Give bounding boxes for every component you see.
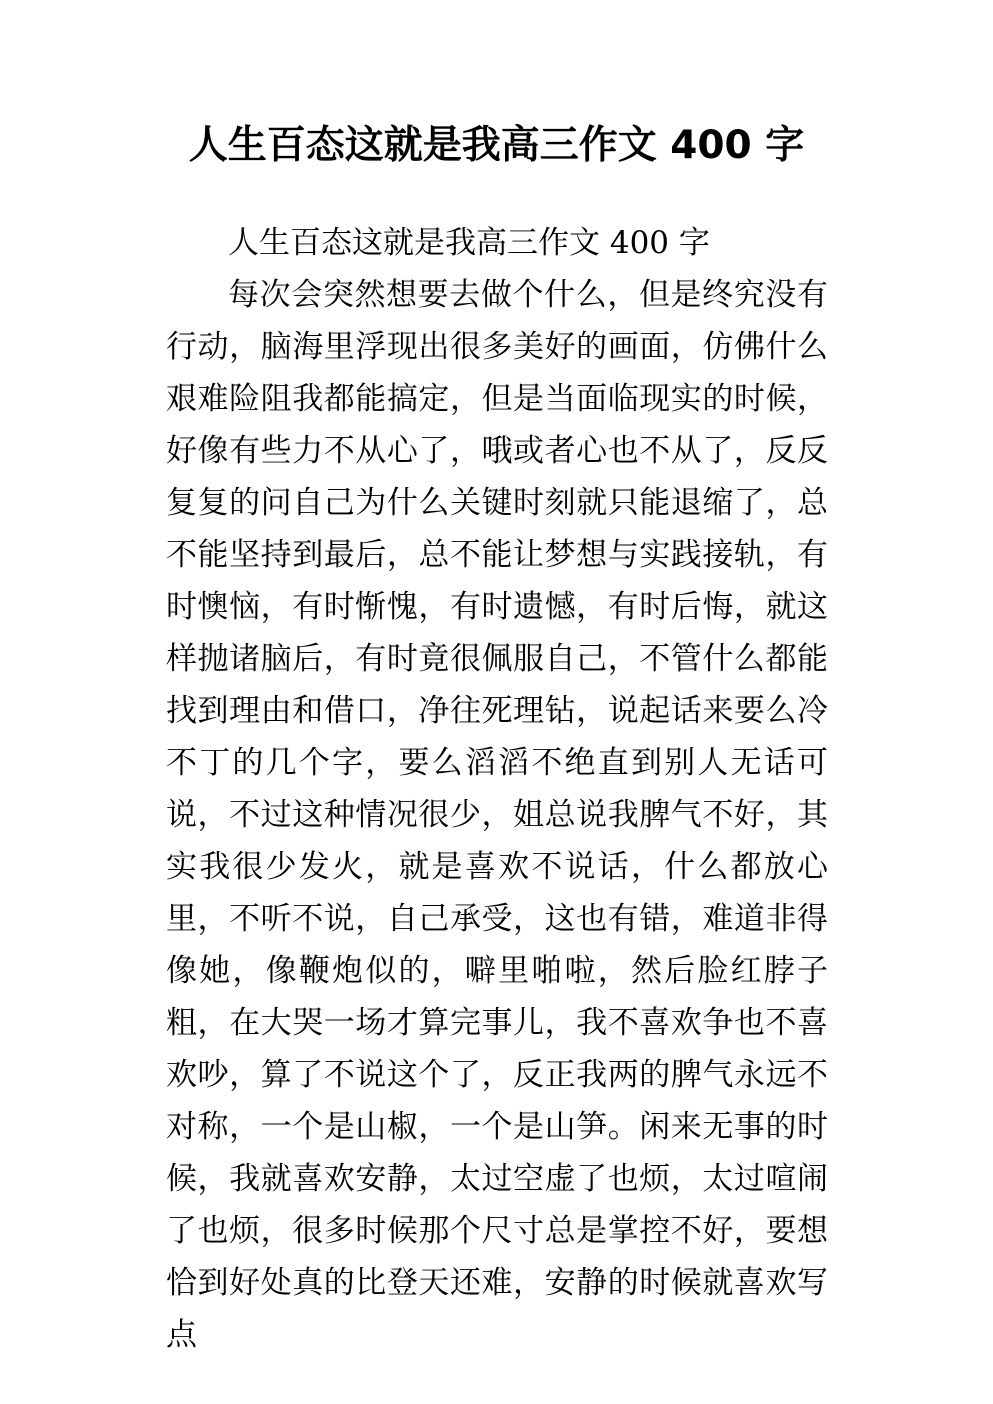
document-title: 人生百态这就是我高三作文 400 字	[188, 123, 805, 168]
document-body	[166, 217, 828, 1361]
body-paragraph-subtitle: 人生百态这就是我高三作文 400 字	[228, 225, 710, 261]
body-paragraph: 每次会突然想要去做个什么，但是终究没有行动，脑海里浮现出很多美好的画面，仿佛什么艰难险阻我都能搞定，但是当面临现实的时候，好像有些力不从心了，哦或者心也不从了，反反复复的问自己为什么关键时刻就只能退缩了，总不能坚持到最后，总不能让梦想与实践接轨，有时懊恼，有时惭愧，有时遗憾，有时后悔，就这样抛诸脑后，有时竟很佩服自己，不管什么都能找到理由和借口，净往死理钻，说起话来要么冷不丁的几个字，要么滔滔不绝直到别人无话可说，不过这种情况很少，姐总说我脾气不好，其实我很少发火，就是喜欢不说话，什么都放心里，不听不说，自己承受，这也有错，难道非得像她，像鞭炮似的，噼里啪啦，然后脸红脖子粗，在大哭一场才算完事儿，我不喜欢争也不喜欢吵，算了不说这个了，反正我两的脾气永远不对称，一个是山椒，一个是山笋。闲来无事的时候，我就喜欢安静，太过空虚了也烦，太过喧闹了也烦，很多时候那个尺寸总是掌控不好，要想恰到好处真的比登天还难，安静的时候就喜欢写点	[166, 277, 828, 1353]
